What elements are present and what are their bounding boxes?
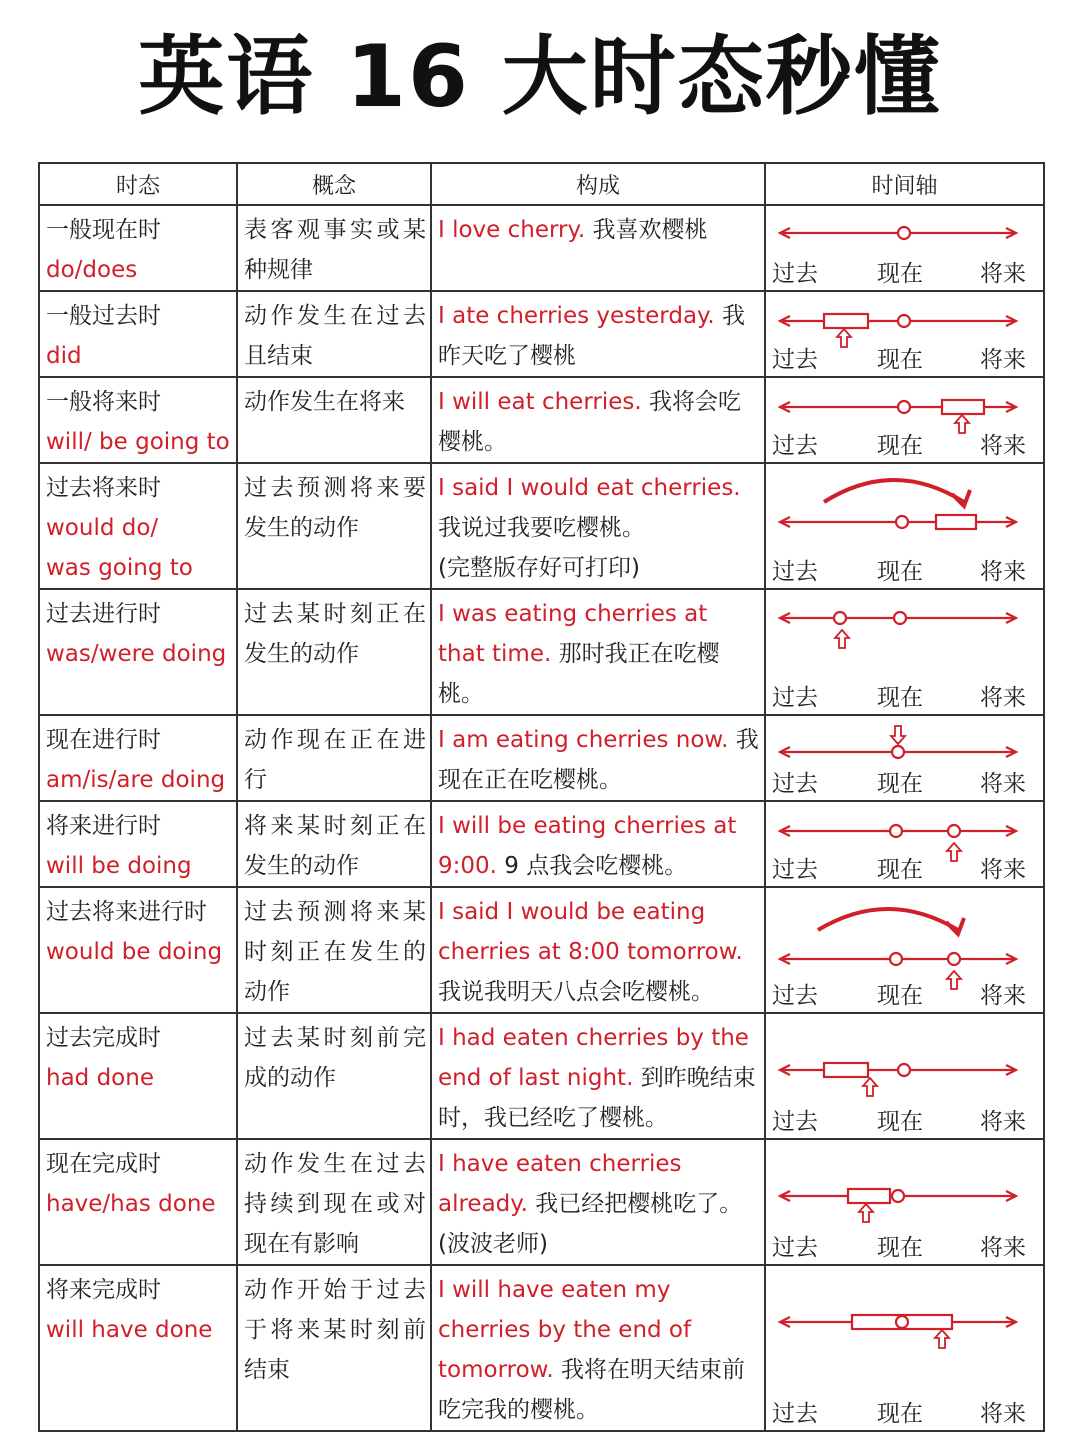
timeline-cell xyxy=(765,1265,1044,1431)
tense-row xyxy=(39,291,1044,377)
timeline-label-now: 现在 xyxy=(877,1235,923,1261)
example-english: I love cherry. xyxy=(438,217,586,243)
timeline-label-now: 现在 xyxy=(877,1109,923,1135)
tense-table xyxy=(38,162,1045,1432)
example-english: I will be eating cherries at 9:00. xyxy=(438,813,737,879)
structure-cell xyxy=(431,291,765,377)
structure-cell xyxy=(431,887,765,1013)
example-chinese: 我说我明天八点会吃樱桃。 xyxy=(438,979,714,1005)
example-english: I ate cherries yesterday. xyxy=(438,303,715,329)
tense-form: will/ be going to xyxy=(46,429,230,455)
tense-form: did xyxy=(46,343,82,369)
tense-form: had done xyxy=(46,1065,154,1091)
tense-cell xyxy=(39,887,237,1013)
timeline-cell xyxy=(765,463,1044,589)
concept-text: 动作发生在将来 xyxy=(244,389,405,415)
tense-cell xyxy=(39,463,237,589)
concept-cell xyxy=(237,589,431,715)
timeline-label-past: 过去 xyxy=(772,857,818,883)
timeline-label-future: 将来 xyxy=(980,983,1026,1009)
tense-form: have/has done xyxy=(46,1191,216,1217)
timeline-label-future: 将来 xyxy=(980,347,1026,373)
timeline-cell xyxy=(765,1139,1044,1265)
timeline-label-past: 过去 xyxy=(772,1401,818,1427)
tense-form: will be doing xyxy=(46,853,192,879)
concept-text: 过去某时刻正在发生的动作 xyxy=(244,601,426,667)
tense-form: would do/ xyxy=(46,515,159,541)
timeline-label-past: 过去 xyxy=(772,685,818,711)
header-concept: 概念 xyxy=(237,163,431,205)
structure-cell xyxy=(431,463,765,589)
concept-cell xyxy=(237,1265,431,1431)
tense-cell xyxy=(39,801,237,887)
example-chinese: 那时我正在吃樱桃。 xyxy=(438,641,720,707)
timeline-cell xyxy=(765,205,1044,291)
tense-row xyxy=(39,589,1044,715)
tense-row xyxy=(39,715,1044,801)
structure-cell xyxy=(431,205,765,291)
tense-name: 将来进行时 xyxy=(46,813,161,839)
concept-cell xyxy=(237,887,431,1013)
concept-text: 过去某时刻前完成的动作 xyxy=(244,1025,426,1091)
tense-row xyxy=(39,205,1044,291)
tense-form: will have done xyxy=(46,1317,213,1343)
concept-text: 过去预测将来某时刻正在发生的动作 xyxy=(244,899,426,1005)
timeline-label-now: 现在 xyxy=(877,685,923,711)
timeline-label-now: 现在 xyxy=(877,559,923,585)
structure-cell xyxy=(431,715,765,801)
timeline-label-now: 现在 xyxy=(877,771,923,797)
tense-name: 现在进行时 xyxy=(46,727,161,753)
example-chinese: 我昨天吃了樱桃 xyxy=(438,303,745,369)
example-english: I am eating cherries now. xyxy=(438,727,729,753)
timeline-label-past: 过去 xyxy=(772,347,818,373)
timeline-label-future: 将来 xyxy=(980,1109,1026,1135)
timeline-cell xyxy=(765,887,1044,1013)
timeline-label-future: 将来 xyxy=(980,559,1026,585)
tense-name: 一般将来时 xyxy=(46,389,161,415)
tense-row xyxy=(39,887,1044,1013)
structure-cell xyxy=(431,1013,765,1139)
concept-text: 表客观事实或某种规律 xyxy=(244,217,426,283)
example-english: I was eating cherries at that time. xyxy=(438,601,708,667)
timeline-label-past: 过去 xyxy=(772,261,818,287)
tense-name: 将来完成时 xyxy=(46,1277,161,1303)
example-chinese: 我说过我要吃樱桃。 xyxy=(438,515,645,541)
timeline-cell xyxy=(765,589,1044,715)
note-text: (完整版存好可打印) xyxy=(438,555,640,581)
tense-cell xyxy=(39,589,237,715)
example-english: I have eaten cherries already. xyxy=(438,1151,682,1217)
example-chinese: 我喜欢樱桃 xyxy=(592,217,708,243)
concept-text: 动作发生在过去持续到现在或对现在有影响 xyxy=(244,1151,426,1257)
timeline-label-past: 过去 xyxy=(772,1235,818,1261)
timeline-label-past: 过去 xyxy=(772,1109,818,1135)
tense-cell xyxy=(39,291,237,377)
tense-form: am/is/are doing xyxy=(46,767,226,793)
example-chinese: 9 点我会吃樱桃。 xyxy=(504,853,688,879)
example-english: I said I would be eating cherries at 8:00 tomorrow. xyxy=(438,899,743,965)
timeline-label-future: 将来 xyxy=(980,857,1026,883)
timeline-label-now: 现在 xyxy=(877,983,923,1009)
tense-row xyxy=(39,377,1044,463)
tense-form: would be doing xyxy=(46,939,223,965)
timeline-label-future: 将来 xyxy=(980,685,1026,711)
tense-row xyxy=(39,801,1044,887)
tense-name: 过去完成时 xyxy=(46,1025,161,1051)
example-english: I said I would eat cherries. xyxy=(438,475,741,501)
example-chinese: 我将在明天结束前吃完我的樱桃。 xyxy=(438,1357,745,1423)
timeline-label-now: 现在 xyxy=(877,433,923,459)
example-chinese: 到昨晚结束时，我已经吃了樱桃。 xyxy=(438,1065,756,1131)
timeline-label-now: 现在 xyxy=(877,857,923,883)
timeline-label-past: 过去 xyxy=(772,983,818,1009)
concept-text: 动作现在正在进行 xyxy=(244,727,426,793)
timeline-label-now: 现在 xyxy=(877,261,923,287)
tense-row xyxy=(39,1139,1044,1265)
example-chinese: 我现在正在吃樱桃。 xyxy=(438,727,759,793)
timeline-diagram xyxy=(766,590,1045,672)
structure-cell xyxy=(431,1265,765,1431)
timeline-cell xyxy=(765,291,1044,377)
tense-form: was/were doing xyxy=(46,641,227,667)
tense-name: 过去进行时 xyxy=(46,601,161,627)
tense-row xyxy=(39,1265,1044,1431)
note-text: (波波老师) xyxy=(438,1231,548,1257)
timeline-label-future: 将来 xyxy=(980,771,1026,797)
concept-text: 动作发生在过去且结束 xyxy=(244,303,426,369)
structure-cell xyxy=(431,589,765,715)
tense-cell xyxy=(39,205,237,291)
timeline-cell xyxy=(765,715,1044,801)
tense-cell xyxy=(39,715,237,801)
timeline-label-now: 现在 xyxy=(877,347,923,373)
example-chinese: 我将会吃樱桃。 xyxy=(438,389,741,455)
timeline-label-future: 将来 xyxy=(980,1401,1026,1427)
tense-name: 一般现在时 xyxy=(46,217,161,243)
concept-cell xyxy=(237,291,431,377)
concept-cell xyxy=(237,715,431,801)
timeline-cell xyxy=(765,801,1044,887)
structure-cell xyxy=(431,377,765,463)
timeline-label-future: 将来 xyxy=(980,433,1026,459)
tense-cell xyxy=(39,1013,237,1139)
example-english: I will have eaten my cherries by the end of tomorrow. xyxy=(438,1277,692,1383)
tense-cell xyxy=(39,377,237,463)
timeline-label-past: 过去 xyxy=(772,771,818,797)
tense-name: 过去将来进行时 xyxy=(46,899,207,925)
tense-form: was going to xyxy=(46,555,193,581)
header-structure: 构成 xyxy=(431,163,765,205)
timeline-label-future: 将来 xyxy=(980,261,1026,287)
header-row xyxy=(39,163,1044,205)
tense-form: do/does xyxy=(46,257,138,283)
concept-cell xyxy=(237,1139,431,1265)
tense-row xyxy=(39,1013,1044,1139)
concept-cell xyxy=(237,205,431,291)
concept-cell xyxy=(237,377,431,463)
structure-cell xyxy=(431,801,765,887)
tense-row xyxy=(39,463,1044,589)
concept-text: 动作开始于过去于将来某时刻前结束 xyxy=(244,1277,426,1383)
concept-cell xyxy=(237,801,431,887)
tense-cell xyxy=(39,1139,237,1265)
timeline-cell xyxy=(765,1013,1044,1139)
timeline-label-now: 现在 xyxy=(877,1401,923,1427)
tense-cell xyxy=(39,1265,237,1431)
header-tense: 时态 xyxy=(39,163,237,205)
tense-name: 现在完成时 xyxy=(46,1151,161,1177)
timeline-label-past: 过去 xyxy=(772,559,818,585)
example-english: I will eat cherries. xyxy=(438,389,642,415)
concept-cell xyxy=(237,463,431,589)
concept-text: 将来某时刻正在发生的动作 xyxy=(244,813,426,879)
timeline-cell xyxy=(765,377,1044,463)
timeline-label-past: 过去 xyxy=(772,433,818,459)
example-english: I had eaten cherries by the end of last night. xyxy=(438,1025,749,1091)
page-title: 英语 16 大时态秒懂 xyxy=(138,27,942,127)
timeline-label-future: 将来 xyxy=(980,1235,1026,1261)
structure-cell xyxy=(431,1139,765,1265)
header-timeline: 时间轴 xyxy=(765,163,1044,205)
concept-cell xyxy=(237,1013,431,1139)
tense-name: 过去将来时 xyxy=(46,475,161,501)
concept-text: 过去预测将来要发生的动作 xyxy=(244,475,426,541)
timeline-diagram xyxy=(766,1266,1045,1388)
example-chinese: 我已经把樱桃吃了。 xyxy=(535,1191,743,1217)
tense-name: 一般过去时 xyxy=(46,303,161,329)
